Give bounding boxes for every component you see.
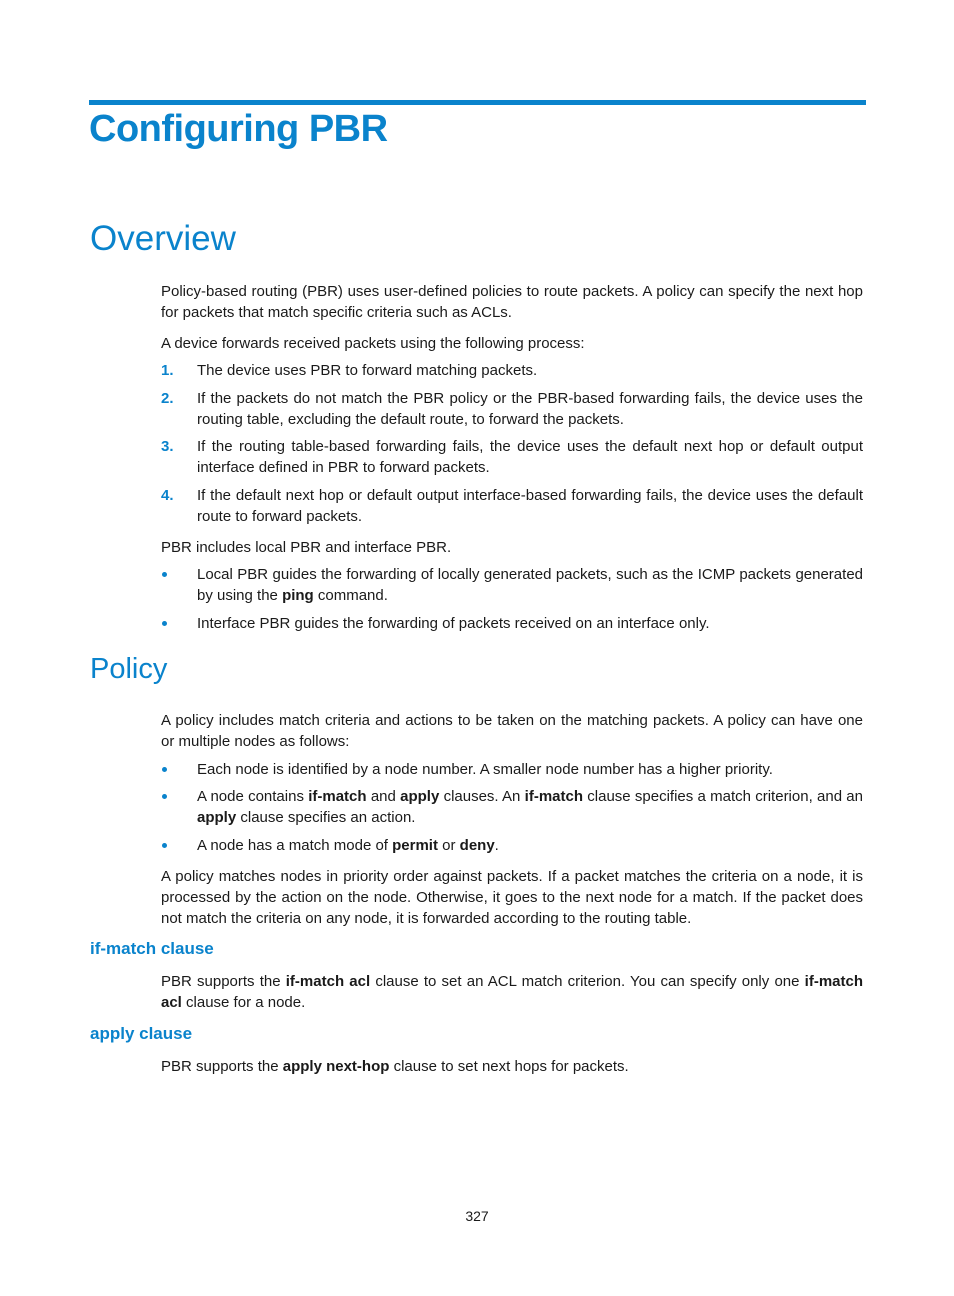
apply-paragraph: PBR supports the apply next-hop clause to set next hops for packets. xyxy=(161,1058,629,1075)
step-item-3 xyxy=(161,436,863,478)
bullet-item-node-clauses xyxy=(161,786,863,828)
bullet-text: Each node is identified by a node number. A smaller node number has a higher priority. xyxy=(197,761,773,778)
bullet-text: Local PBR guides the forwarding of locally generated packets, such as the ICMP packets generated by using the ping command. xyxy=(197,566,863,604)
apply-heading: apply clause xyxy=(90,1024,193,1043)
step-text: If the routing table-based forwarding fails, the device uses the default next hop or default output interface defined in PBR to forward packets. xyxy=(197,438,863,476)
bullet-item-match-mode xyxy=(161,835,863,856)
policy-heading: Policy xyxy=(90,653,168,685)
step-item-1 xyxy=(161,360,863,381)
bullet-item-interface-pbr xyxy=(161,613,863,634)
step-number: 4. xyxy=(161,487,174,504)
bullet-icon xyxy=(162,621,167,626)
step-item-4 xyxy=(161,485,863,527)
bullet-icon xyxy=(162,843,167,848)
bullet-item-local-pbr xyxy=(161,564,863,606)
chapter-title: Configuring PBR xyxy=(89,108,388,150)
top-rule xyxy=(89,100,866,105)
step-text: The device uses PBR to forward matching packets. xyxy=(197,362,538,379)
step-number: 3. xyxy=(161,438,174,455)
step-text: If the packets do not match the PBR policy or the PBR-based forwarding fails, the device uses the routing table, excluding the default route, to forward the packets. xyxy=(197,390,863,428)
bullet-icon xyxy=(162,767,167,772)
step-text: If the default next hop or default output interface-based forwarding fails, the device uses the default route to forward packets. xyxy=(197,487,863,525)
bullet-item-node-number xyxy=(161,759,863,780)
ifmatch-heading: if-match clause xyxy=(90,939,214,958)
bullet-icon xyxy=(162,572,167,577)
page-number: 327 xyxy=(465,1208,489,1224)
step-number: 1. xyxy=(161,362,174,379)
bullet-text: A node has a match mode of permit or deny. xyxy=(197,837,499,854)
policy-paragraph-2: A policy matches nodes in priority order against packets. If a packet matches the criteria on a node, it is processed by the action on the node. Otherwise, it goes to the next node for a match. If the packet does not match the criteria on any node, it is forwarded according to the routing table. xyxy=(161,868,863,927)
keyword-ping: ping xyxy=(282,587,314,604)
step-number: 2. xyxy=(161,390,174,407)
bullet-icon xyxy=(162,794,167,799)
step-item-2 xyxy=(161,388,863,430)
overview-paragraph-1: Policy-based routing (PBR) uses user-defined policies to route packets. A policy can specify the next hop for packets that match specific criteria such as ACLs. xyxy=(161,283,863,321)
bullet-text: A node contains if-match and apply clauses. An if-match clause specifies a match criterion, and an apply clause specifies an action. xyxy=(197,788,863,826)
bullet-text: Interface PBR guides the forwarding of packets received on an interface only. xyxy=(197,615,710,632)
policy-paragraph-1: A policy includes match criteria and actions to be taken on the matching packets. A policy can have one or multiple nodes as follows: xyxy=(161,712,863,750)
ifmatch-paragraph: PBR supports the if-match acl clause to set an ACL match criterion. You can specify only one if-match acl clause for a node. xyxy=(161,973,863,1011)
overview-paragraph-3: PBR includes local PBR and interface PBR. xyxy=(161,539,452,556)
overview-paragraph-2: A device forwards received packets using the following process: xyxy=(161,335,585,352)
overview-heading: Overview xyxy=(90,219,236,258)
